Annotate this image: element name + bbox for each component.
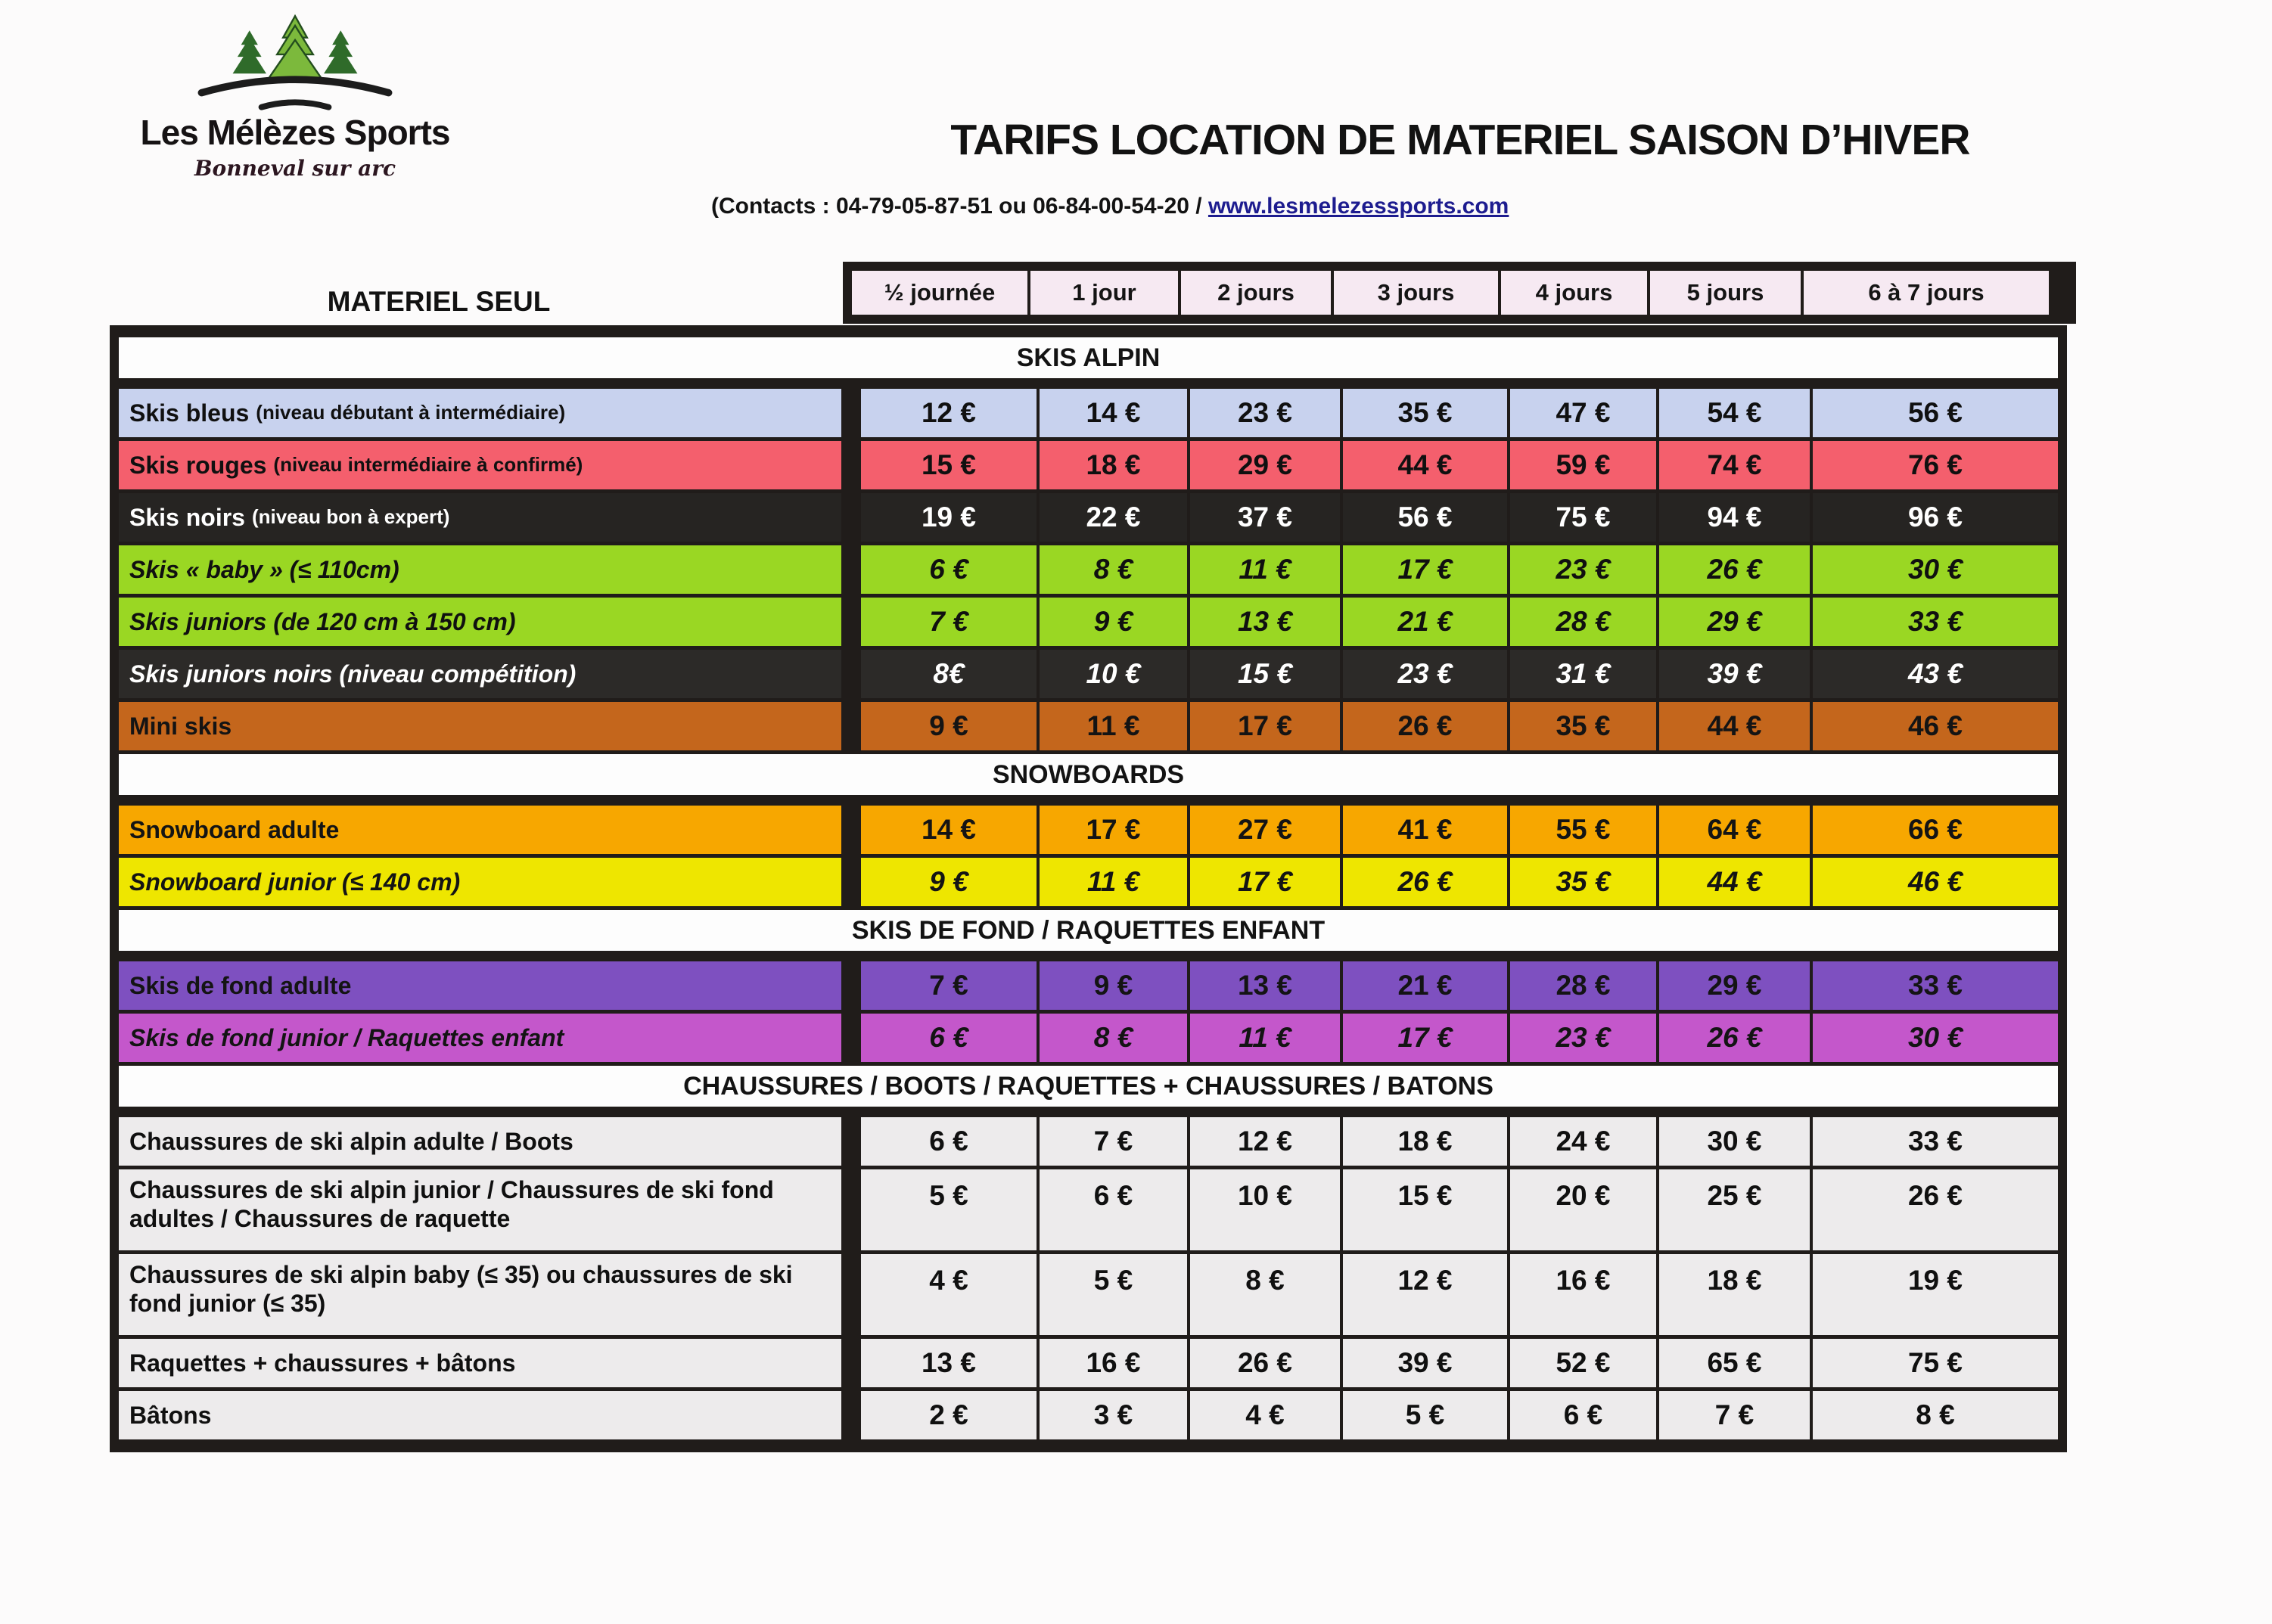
price-cell: 24 €: [1510, 1117, 1656, 1166]
price-cell: 8 €: [1813, 1391, 2058, 1439]
price-cell: 17 €: [1040, 806, 1187, 854]
price-cell: 11 €: [1040, 858, 1187, 906]
section-banner: SNOWBOARDS: [119, 754, 2058, 795]
price-cell: 23 €: [1343, 650, 1507, 698]
price-cell: 29 €: [1659, 598, 1810, 646]
price-cell: 30 €: [1813, 545, 2058, 594]
row-label-text: Skis de fond junior / Raquettes enfant: [129, 1023, 564, 1051]
table-row: [119, 1391, 2058, 1439]
price-cell: 2 €: [861, 1391, 1037, 1439]
price-cell: 6 €: [861, 545, 1037, 594]
row-label: [119, 961, 841, 1010]
row-label: [119, 1254, 841, 1335]
price-cell: 17 €: [1190, 858, 1340, 906]
section-banner: SKIS ALPIN: [119, 337, 2058, 378]
price-cell: 94 €: [1659, 493, 1810, 542]
price-cell: 31 €: [1510, 650, 1656, 698]
price-cell: 5 €: [1040, 1254, 1187, 1335]
table-row: [119, 1339, 2058, 1387]
row-label-text: Chaussures de ski alpin junior / Chaussures de ski fond adultes / Chaussures de raquette: [129, 1176, 774, 1233]
price-cell: 11 €: [1190, 1014, 1340, 1062]
row-label-text: Skis noirs: [129, 503, 245, 531]
price-cell: 74 €: [1659, 441, 1810, 489]
price-cell: 59 €: [1510, 441, 1656, 489]
price-cell: 17 €: [1343, 1014, 1507, 1062]
price-cell: 28 €: [1510, 598, 1656, 646]
row-label-text: Skis « baby » (≤ 110cm): [129, 555, 399, 583]
day-header-7: 6 à 7 jours: [1804, 271, 2049, 315]
price-cell: 14 €: [861, 806, 1037, 854]
price-cell: 75 €: [1510, 493, 1656, 542]
price-cell: 11 €: [1040, 702, 1187, 750]
price-cell: 35 €: [1343, 389, 1507, 437]
table-row: [119, 493, 2058, 542]
contacts-text: (Contacts : 04-79-05-87-51 ou 06-84-00-54-20 /: [711, 194, 1208, 219]
row-label-text: Bâtons: [129, 1401, 212, 1429]
price-cell: 26 €: [1813, 1169, 2058, 1250]
price-cell: 4 €: [1190, 1391, 1340, 1439]
price-cell: 39 €: [1343, 1339, 1507, 1387]
materiel-seul-heading: MATERIEL SEUL: [327, 286, 551, 317]
price-cell: 64 €: [1659, 806, 1810, 854]
row-label: [119, 598, 841, 646]
row-label-text: Raquettes + chaussures + bâtons: [129, 1349, 516, 1377]
price-cell: 7 €: [861, 598, 1037, 646]
price-cell: 7 €: [1040, 1117, 1187, 1166]
price-cell: 19 €: [1813, 1254, 2058, 1335]
section-banner: SKIS DE FOND / RAQUETTES ENFANT: [119, 910, 2058, 951]
day-header-1: ½ journée: [852, 271, 1027, 315]
price-cell: 66 €: [1813, 806, 2058, 854]
row-label-note: (niveau intermédiaire à confirmé): [273, 453, 583, 477]
price-cell: 47 €: [1510, 389, 1656, 437]
row-label: [119, 1014, 841, 1062]
price-cell: 13 €: [861, 1339, 1037, 1387]
row-label-text: Snowboard adulte: [129, 815, 340, 843]
day-header-5: 4 jours: [1501, 271, 1647, 315]
price-cell: 8 €: [1040, 545, 1187, 594]
row-label: [119, 806, 841, 854]
price-cell: 21 €: [1343, 598, 1507, 646]
price-cell: 18 €: [1343, 1117, 1507, 1166]
row-label: [119, 702, 841, 750]
price-cell: 9 €: [1040, 961, 1187, 1010]
price-cell: 26 €: [1659, 1014, 1810, 1062]
table-row: [119, 441, 2058, 489]
contacts-line: [711, 194, 1922, 219]
days-header: [843, 262, 2076, 324]
price-cell: 6 €: [861, 1117, 1037, 1166]
price-cell: 9 €: [861, 858, 1037, 906]
price-cell: 7 €: [861, 961, 1037, 1010]
price-cell: 30 €: [1659, 1117, 1810, 1166]
price-cell: 29 €: [1190, 441, 1340, 489]
day-header-2: 1 jour: [1030, 271, 1178, 315]
price-cell: 18 €: [1040, 441, 1187, 489]
price-cell: 10 €: [1190, 1169, 1340, 1250]
price-cell: 35 €: [1510, 702, 1656, 750]
row-label: [119, 389, 841, 437]
row-label-text: Snowboard junior (≤ 140 cm): [129, 868, 461, 896]
price-cell: 46 €: [1813, 858, 2058, 906]
row-label: [119, 441, 841, 489]
price-cell: 17 €: [1190, 702, 1340, 750]
table-row: [119, 1169, 2058, 1250]
price-cell: 33 €: [1813, 598, 2058, 646]
price-cell: 65 €: [1659, 1339, 1810, 1387]
price-cell: 21 €: [1343, 961, 1507, 1010]
price-cell: 56 €: [1343, 493, 1507, 542]
price-cell: 39 €: [1659, 650, 1810, 698]
row-label-text: Skis rouges: [129, 451, 267, 479]
price-cell: 13 €: [1190, 961, 1340, 1010]
price-cell: 35 €: [1510, 858, 1656, 906]
price-cell: 12 €: [1343, 1254, 1507, 1335]
price-cell: 43 €: [1813, 650, 2058, 698]
price-cell: 9 €: [861, 702, 1037, 750]
row-label-text: Chaussures de ski alpin adulte / Boots: [129, 1127, 573, 1155]
price-cell: 13 €: [1190, 598, 1340, 646]
price-cell: 44 €: [1659, 858, 1810, 906]
price-cell: 5 €: [1343, 1391, 1507, 1439]
row-label: [119, 493, 841, 542]
price-cell: 76 €: [1813, 441, 2058, 489]
row-label: [119, 545, 841, 594]
price-cell: 55 €: [1510, 806, 1656, 854]
day-header-6: 5 jours: [1650, 271, 1801, 315]
price-cell: 8 €: [1040, 1014, 1187, 1062]
price-cell: 8 €: [1190, 1254, 1340, 1335]
price-cell: 44 €: [1343, 441, 1507, 489]
price-cell: 56 €: [1813, 389, 2058, 437]
price-cell: 22 €: [1040, 493, 1187, 542]
price-cell: 26 €: [1659, 545, 1810, 594]
price-cell: 96 €: [1813, 493, 2058, 542]
row-label: [119, 858, 841, 906]
table-row: [119, 702, 2058, 750]
row-label-text: Chaussures de ski alpin baby (≤ 35) ou chaussures de ski fond junior (≤ 35): [129, 1261, 793, 1318]
price-cell: 7 €: [1659, 1391, 1810, 1439]
section-banner: CHAUSSURES / BOOTS / RAQUETTES + CHAUSSURES / BATONS: [119, 1066, 2058, 1107]
table-row: [119, 545, 2058, 594]
price-cell: 23 €: [1190, 389, 1340, 437]
pine-trees-icon: [174, 14, 416, 112]
day-header-3: 2 jours: [1181, 271, 1331, 315]
price-cell: 14 €: [1040, 389, 1187, 437]
price-cell: 23 €: [1510, 545, 1656, 594]
price-cell: 6 €: [1510, 1391, 1656, 1439]
price-cell: 20 €: [1510, 1169, 1656, 1250]
price-cell: 41 €: [1343, 806, 1507, 854]
row-label: [119, 650, 841, 698]
price-table: [110, 325, 2067, 1452]
table-row: [119, 650, 2058, 698]
table-row: [119, 1117, 2058, 1166]
price-cell: 4 €: [861, 1254, 1037, 1335]
price-cell: 33 €: [1813, 961, 2058, 1010]
price-cell: 26 €: [1343, 702, 1507, 750]
price-cell: 25 €: [1659, 1169, 1810, 1250]
price-cell: 29 €: [1659, 961, 1810, 1010]
price-cell: 15 €: [1190, 650, 1340, 698]
row-label: [119, 1339, 841, 1387]
row-label-note: (niveau débutant à intermédiaire): [256, 401, 566, 424]
price-cell: 28 €: [1510, 961, 1656, 1010]
row-label: [119, 1169, 841, 1250]
price-cell: 30 €: [1813, 1014, 2058, 1062]
table-row: [119, 598, 2058, 646]
row-label-text: Skis bleus: [129, 399, 250, 427]
price-cell: 16 €: [1040, 1339, 1187, 1387]
price-cell: 16 €: [1510, 1254, 1656, 1335]
row-label-note: (niveau bon à expert): [251, 505, 450, 529]
page-title: TARIFS LOCATION DE MATERIEL SAISON D’HIVER: [950, 116, 1970, 164]
website-link[interactable]: www.lesmelezessports.com: [1207, 194, 1509, 219]
price-cell: 15 €: [1343, 1169, 1507, 1250]
price-cell: 75 €: [1813, 1339, 2058, 1387]
price-cell: 10 €: [1040, 650, 1187, 698]
price-cell: 44 €: [1659, 702, 1810, 750]
shop-logo: [106, 14, 484, 181]
table-row: [119, 858, 2058, 906]
price-cell: 18 €: [1659, 1254, 1810, 1335]
price-cell: 6 €: [1040, 1169, 1187, 1250]
logo-name: Les Mélèzes Sports: [140, 113, 450, 152]
price-cell: 26 €: [1343, 858, 1507, 906]
price-cell: 8€: [861, 650, 1037, 698]
price-cell: 19 €: [861, 493, 1037, 542]
logo-subtitle: Bonneval sur arc: [194, 156, 396, 181]
row-label: [119, 1391, 841, 1439]
table-row: [119, 389, 2058, 437]
row-label: [119, 1117, 841, 1166]
price-cell: 27 €: [1190, 806, 1340, 854]
row-label-text: Skis de fond adulte: [129, 971, 352, 999]
row-label-text: Skis juniors (de 120 cm à 150 cm): [129, 607, 516, 635]
price-cell: 54 €: [1659, 389, 1810, 437]
price-cell: 12 €: [861, 389, 1037, 437]
price-cell: 23 €: [1510, 1014, 1656, 1062]
price-cell: 6 €: [861, 1014, 1037, 1062]
row-label-text: Mini skis: [129, 712, 232, 740]
day-header-4: 3 jours: [1334, 271, 1498, 315]
price-cell: 17 €: [1343, 545, 1507, 594]
table-row: [119, 961, 2058, 1010]
price-cell: 9 €: [1040, 598, 1187, 646]
price-cell: 52 €: [1510, 1339, 1656, 1387]
price-cell: 46 €: [1813, 702, 2058, 750]
price-cell: 5 €: [861, 1169, 1037, 1250]
price-cell: 33 €: [1813, 1117, 2058, 1166]
price-cell: 12 €: [1190, 1117, 1340, 1166]
table-row: [119, 806, 2058, 854]
price-cell: 15 €: [861, 441, 1037, 489]
price-cell: 26 €: [1190, 1339, 1340, 1387]
price-cell: 3 €: [1040, 1391, 1187, 1439]
table-row: [119, 1014, 2058, 1062]
table-row: [119, 1254, 2058, 1335]
price-cell: 11 €: [1190, 545, 1340, 594]
price-cell: 37 €: [1190, 493, 1340, 542]
row-label-text: Skis juniors noirs (niveau compétition): [129, 660, 577, 688]
